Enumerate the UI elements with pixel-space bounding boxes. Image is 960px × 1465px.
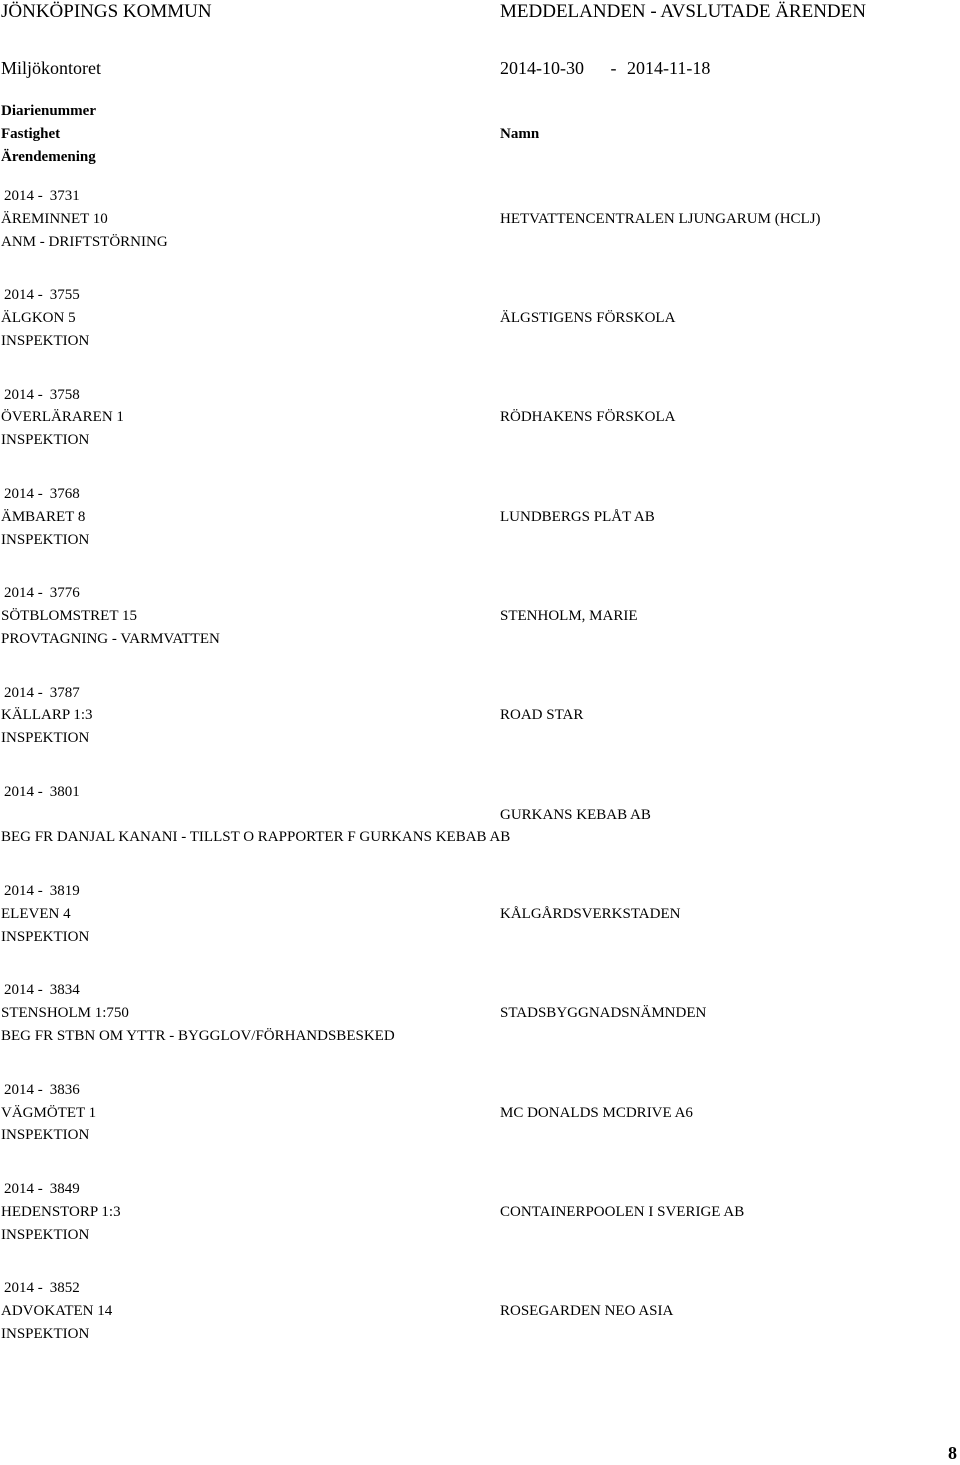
fastighet: ADVOKATEN 14 [1, 1303, 113, 1320]
diarienummer [4, 1079, 80, 1102]
namn: STADSBYGGNADSNÄMNDEN [500, 1005, 707, 1022]
fastighet: KÄLLARP 1:3 [1, 707, 93, 724]
diarienummer-year: 2014 - [4, 1181, 43, 1197]
column-header-diarienummer: Diarienummer [1, 103, 96, 119]
fastighet: ÄREMINNET 10 [1, 210, 108, 227]
diarienummer-year: 2014 - [4, 485, 43, 502]
namn: ÄLGSTIGENS FÖRSKOLA [500, 310, 676, 327]
namn: RÖDHAKENS FÖRSKOLA [500, 409, 676, 426]
namn: STENHOLM, MARIE [500, 608, 638, 624]
diarienummer [4, 682, 80, 705]
fastighet: SÖTBLOMSTRET 15 [1, 608, 137, 624]
diarienummer [4, 384, 80, 407]
fastighet: VÄGMÖTET 1 [1, 1104, 97, 1121]
fastighet: STENSHOLM 1:750 [1, 1005, 129, 1022]
diarienummer [4, 880, 80, 903]
diarienummer-year: 2014 - [4, 1280, 43, 1297]
diarienummer [4, 185, 80, 208]
diarienummer-number: 3801 [49, 783, 80, 800]
diarienummer-number: 3834 [49, 982, 80, 999]
arendemening: BEG FR DANJAL KANANI - TILLST O RAPPORTER F GURKANS KEBAB AB [1, 829, 511, 846]
diarienummer-year: 2014 - [4, 585, 43, 602]
diarienummer [4, 1178, 80, 1201]
namn: LUNDBERGS PLÅT AB [500, 508, 655, 525]
arendemening: INSPEKTION [1, 1325, 90, 1342]
namn: KÅLGÅRDSVERKSTADEN [500, 905, 681, 922]
diarienummer-year: 2014 - [4, 386, 43, 403]
diarienummer-year: 2014 - [4, 287, 43, 304]
report-title: MEDDELANDEN - AVSLUTADE ÄRENDEN [500, 1, 866, 22]
arendemening: BEG FR STBN OM YTTR - BYGGLOV/FÖRHANDSBESKED [1, 1028, 395, 1044]
arendemening: INSPEKTION [1, 928, 90, 945]
column-header-namn: Namn [500, 126, 540, 142]
namn: MC DONALDS MCDRIVE A6 [500, 1104, 693, 1121]
diarienummer-number: 3849 [49, 1181, 80, 1197]
diarienummer-year: 2014 - [4, 783, 43, 800]
fastighet: ÄLGKON 5 [1, 310, 76, 327]
arendemening: INSPEKTION [1, 1127, 90, 1144]
date-separator: - [610, 58, 617, 78]
date-from: 2014-10-30 [500, 58, 584, 78]
namn: HETVATTENCENTRALEN LJUNGARUM (HCLJ) [500, 210, 821, 227]
diarienummer-number: 3758 [49, 386, 80, 403]
diarienummer-number: 3819 [49, 883, 80, 900]
diarienummer-year: 2014 - [4, 982, 43, 999]
diarienummer-number: 3776 [49, 585, 80, 602]
namn: ROSEGARDEN NEO ASIA [500, 1303, 674, 1320]
namn: GURKANS KEBAB AB [500, 806, 651, 823]
arendemening: PROVTAGNING - VARMVATTEN [1, 630, 220, 647]
arendemening: INSPEKTION [1, 432, 90, 449]
diarienummer [4, 979, 80, 1002]
diarienummer-number: 3836 [49, 1081, 80, 1098]
fastighet: ELEVEN 4 [1, 905, 71, 922]
diarienummer-year: 2014 - [4, 883, 43, 900]
column-header-fastighet: Fastighet [1, 126, 61, 142]
diarienummer-year: 2014 - [4, 1081, 43, 1098]
namn: CONTAINERPOOLEN I SVERIGE AB [500, 1203, 745, 1220]
diarienummer-year: 2014 - [4, 188, 43, 204]
diarienummer-number: 3852 [49, 1280, 80, 1297]
diarienummer-number: 3768 [49, 485, 80, 502]
diarienummer-number: 3731 [49, 188, 80, 204]
page-number: 8 [948, 1443, 957, 1463]
diarienummer-number: 3755 [49, 287, 80, 304]
namn: ROAD STAR [500, 707, 584, 724]
diarienummer [4, 781, 80, 804]
fastighet: ÖVERLÄRAREN 1 [1, 409, 124, 426]
arendemening: ANM - DRIFTSTÖRNING [1, 233, 168, 250]
arendemening: INSPEKTION [1, 1226, 90, 1243]
date-range [500, 57, 710, 79]
arendemening: INSPEKTION [1, 730, 90, 747]
office-name: Miljökontoret [1, 58, 101, 78]
date-to: 2014-11-18 [627, 58, 711, 78]
column-header-arendemening: Ärendemening [1, 149, 96, 165]
arendemening: INSPEKTION [1, 531, 90, 548]
diarienummer [4, 483, 80, 506]
diarienummer [4, 582, 80, 605]
diarienummer [4, 284, 80, 307]
diarienummer-number: 3787 [49, 684, 80, 701]
arendemening: INSPEKTION [1, 332, 90, 349]
diarienummer [4, 1277, 80, 1300]
fastighet: HEDENSTORP 1:3 [1, 1203, 121, 1220]
municipality-title: JÖNKÖPINGS KOMMUN [1, 1, 212, 22]
fastighet: ÄMBARET 8 [1, 508, 86, 525]
diarienummer-year: 2014 - [4, 684, 43, 701]
